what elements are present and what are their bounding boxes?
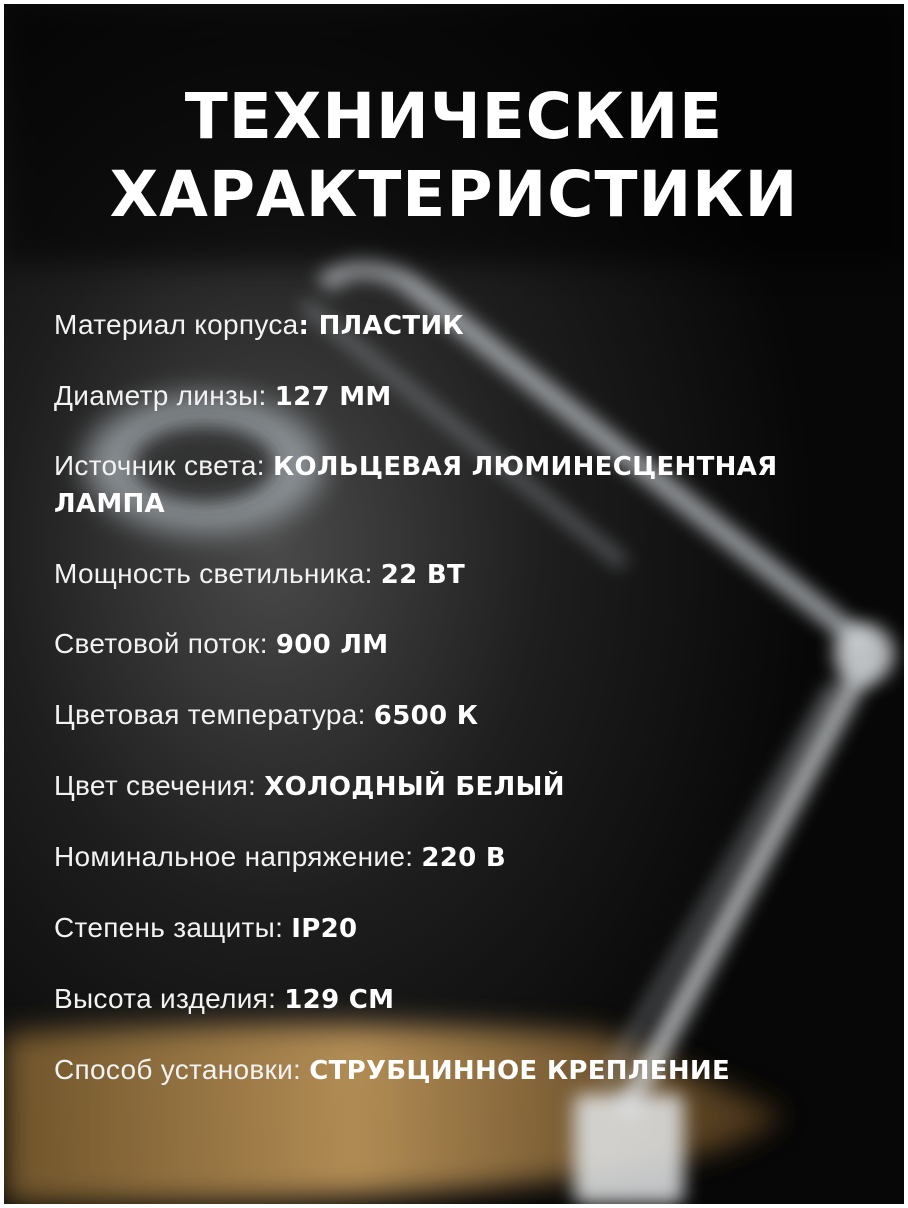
- spec-label: Мощность светильника:: [54, 558, 381, 589]
- spec-value: 220 В: [421, 843, 507, 873]
- spec-item-light-source: [54, 448, 854, 522]
- spec-value: 6500 К: [373, 701, 479, 731]
- spec-label: Диаметр линзы:: [54, 380, 275, 411]
- spec-label: Световой поток:: [54, 628, 276, 659]
- spec-value: 129 СМ: [284, 985, 395, 1015]
- spec-label: Источник света:: [54, 450, 273, 481]
- page-title: [4, 78, 904, 234]
- spec-value: : ПЛАСТИК: [298, 311, 464, 341]
- spec-value: КОЛЬЦЕВАЯ ЛЮМИНЕСЦЕНТНАЯ ЛАМПА: [54, 452, 778, 519]
- spec-label: Цвет свечения:: [54, 770, 265, 801]
- spec-label: Степень защиты:: [54, 912, 292, 943]
- spec-label: Способ установки:: [54, 1054, 310, 1085]
- spec-item-glow-color: [54, 768, 854, 805]
- spec-card: [4, 4, 904, 1204]
- title-line-1: ТЕХНИЧЕСКИЕ: [184, 80, 724, 153]
- spec-value: 900 ЛМ: [275, 630, 389, 660]
- title-line-2: ХАРАКТЕРИСТИКИ: [109, 158, 799, 231]
- spec-label: Материал корпуса: [54, 309, 299, 340]
- spec-label: Цветовая температура:: [54, 699, 374, 730]
- spec-item-lens-diameter: [54, 378, 854, 415]
- spec-label: Номинальное напряжение:: [54, 841, 422, 872]
- spec-item-voltage: [54, 839, 854, 876]
- spec-value: IP20: [291, 914, 358, 944]
- spec-item-power: [54, 556, 854, 593]
- spec-item-protection: [54, 910, 854, 947]
- spec-value: СТРУБЦИННОЕ КРЕПЛЕНИЕ: [309, 1056, 731, 1086]
- spec-label: Высота изделия:: [54, 983, 285, 1014]
- spec-item-luminous-flux: [54, 626, 854, 663]
- spec-item-color-temperature: [54, 697, 854, 734]
- spec-item-material: [54, 307, 854, 344]
- spec-value: 22 ВТ: [380, 560, 466, 590]
- spec-value: ХОЛОДНЫЙ БЕЛЫЙ: [264, 772, 565, 802]
- spec-item-mounting: [54, 1052, 854, 1089]
- spec-value: 127 ММ: [274, 382, 392, 412]
- spec-item-height: [54, 981, 854, 1018]
